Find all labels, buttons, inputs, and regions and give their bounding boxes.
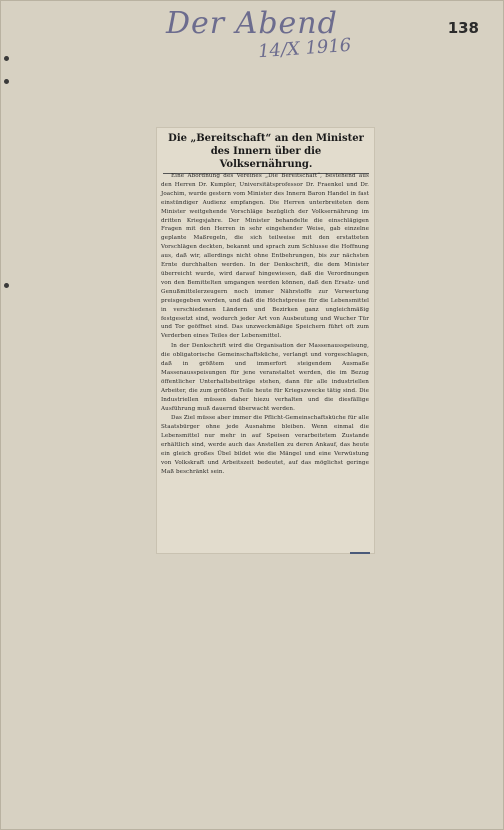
article-paragraph: Das Ziel müsse aber immer die Pflicht-Gemeinschaftsküche für alle Staatsbürger ohne jede Ausnahme bleiben. Wenn einmal die Lebensmittel nur mehr in auf Speisen verarbeitetem Zustande erhältlich sind, werde auch das Anstellen zu deren Ankauf, das heute ein gleich großes Übel bildet wie die Mängel und eine Verwüstung von Volkskraft und Arbeitszeit bedeutet, auf das möglichst geringe Maß beschränkt sein. xyxy=(161,415,369,475)
article-paragraph: In der Denkschrift wird die Organisation der Massenausspeisung, die obligatorische Gemeinschaftsküche, verlangt und vorgeschlagen, daß in größtem und immerfort steigendem Ausmaße Massenausspeisungen für jene veranstaltet werden, die im Bezug öffentlicher Unterhaltsbeiträge stehen, dann für alle industriellen Arbeiter, die zum größten Teile heute für Kriegszwecke tätig sind. Die Industriellen müssen daher hiezu verhalten und die diesfällige Ausführung muß dauernd überwacht werden. xyxy=(161,343,369,412)
article-headline: Die „Bereitschaft“ an den Minister des Innern über die Volksernährung. xyxy=(163,132,369,174)
page-number: 138 xyxy=(447,19,479,37)
punch-hole xyxy=(4,79,9,84)
article-paragraph: Eine Abordnung des Vereines „Die Bereitschaft“, bestehend aus den Herren Dr. Kumpler, Universitätsprofessor Dr. Fraenkel und Dr. Joachim, wurde gestern vom Minister des Innern Baron Handel in fast einstündiger Audienz empfangen. Die Herren unterbreiteten dem Minister weitgehende Vorschläge bezüglich der Volksernährung im dritten Kriegsjahre. Der Minister behandelte die einschlägigen Fragen mit den Herren in sehr eingehender Weise, gab einzelne geplante Maßregeln, die sich teilweise mit den erstatteten Vorschlägen deckten, bekannt und sprach zum Schlusse die Hoffnung aus, daß wir, allerdings nicht ohne Entbehrungen, bis zur nächsten Ernte durchhalten werden. In der Denkschrift, die dem Minister überreicht wurde, wird darauf hingewiesen, daß die Verordnungen von den Bemittelten umgangen werden können, daß den Ersatz- und Genußmittelerzeugern noch immer Nährstoffe zur Verwertung preisgegeben werden, und daß die Höchstpreise für die Lebensmittel in verschiedenen Ländern und Bezirken ganz ungleichmäßig festgesetzt sind, wodurch jeder Art von Ausbeutung und Wucher Tür und Tor geöffnet sind. Das unzweckmäßige Speichern führt oft zum Verderben eines Teiles der Lebensmittel. xyxy=(161,173,369,340)
article-body xyxy=(161,172,369,478)
punch-hole xyxy=(4,283,9,288)
handwritten-source: Der Abend xyxy=(166,6,338,41)
punch-hole xyxy=(4,56,9,61)
handwritten-date: 14/X 1916 xyxy=(257,34,352,63)
handwritten-annotation xyxy=(166,6,386,66)
clipping-end-rule xyxy=(350,552,370,554)
newspaper-clipping xyxy=(157,128,374,553)
